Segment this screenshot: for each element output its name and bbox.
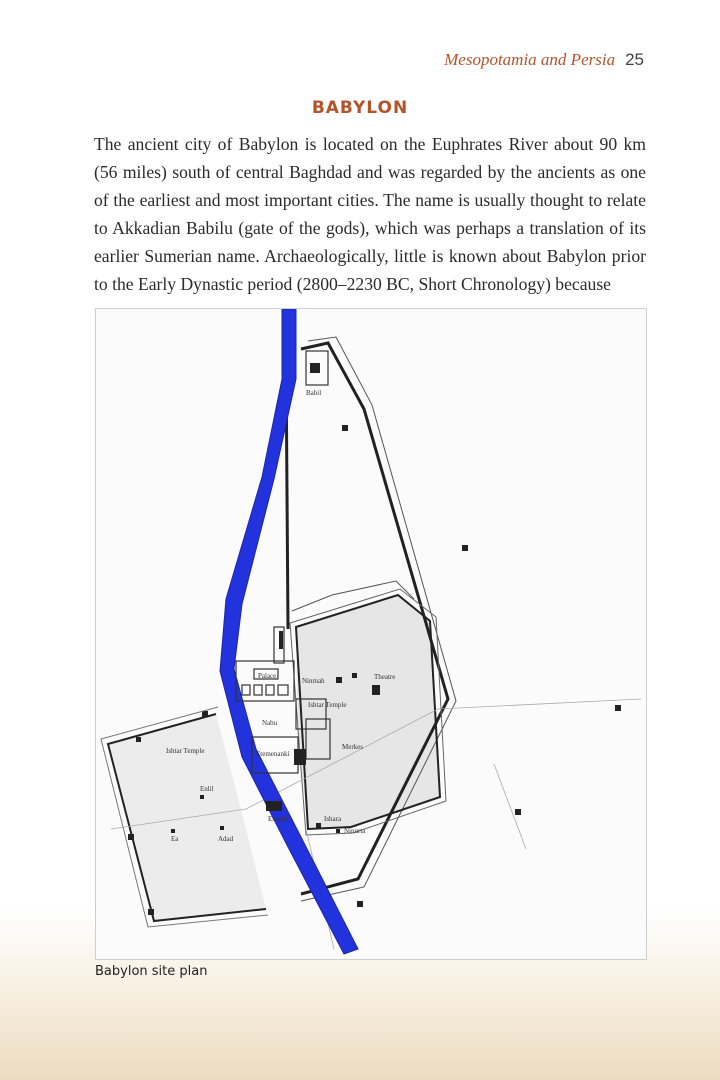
label-ishtar-temple-center: Ishtar Temple — [308, 701, 347, 709]
running-title: Mesopotamia and Persia — [444, 50, 616, 69]
label-adad: Adad — [218, 835, 234, 843]
inner-city-area — [296, 595, 440, 829]
label-palace: Palace — [258, 672, 277, 680]
label-nabu: Nabu — [262, 719, 278, 727]
body-paragraph: The ancient city of Babylon is located on the Euphrates River about 90 km (56 miles) south of central Baghdad and was regarded by the ancients as one of the earliest and most important cities. The name is usually thought to relate to Akkadian Babilu (gate of the gods), which was perhaps a translation of its earlier Sumerian name. Archaeologically, little is known about Babylon prior to the Early Dynastic period (2800–2230 BC, Short Chronology) because — [94, 134, 646, 294]
page-number: 25 — [625, 50, 644, 69]
running-head — [444, 50, 644, 70]
label-babil: Babil — [306, 389, 322, 397]
label-theatre: Theatre — [374, 673, 396, 681]
section-title: BABYLON — [311, 98, 409, 118]
label-ninurta: Ninurta — [344, 827, 366, 835]
site-plan-figure — [95, 308, 647, 960]
site-plan-map — [96, 309, 646, 959]
label-ishara: Ishara — [324, 815, 342, 823]
label-merkes: Merkes — [342, 743, 363, 751]
figure-caption: Babylon site plan — [95, 964, 208, 979]
label-enlil: Enlil — [200, 785, 214, 793]
label-ea: Ea — [171, 835, 179, 843]
label-esagila: Esagila — [268, 815, 289, 823]
label-ishtar-temple-west: Ishtar Temple — [166, 747, 205, 755]
label-etemenanki: Etemenanki — [256, 750, 290, 758]
label-ninmah: Ninmah — [302, 677, 325, 685]
